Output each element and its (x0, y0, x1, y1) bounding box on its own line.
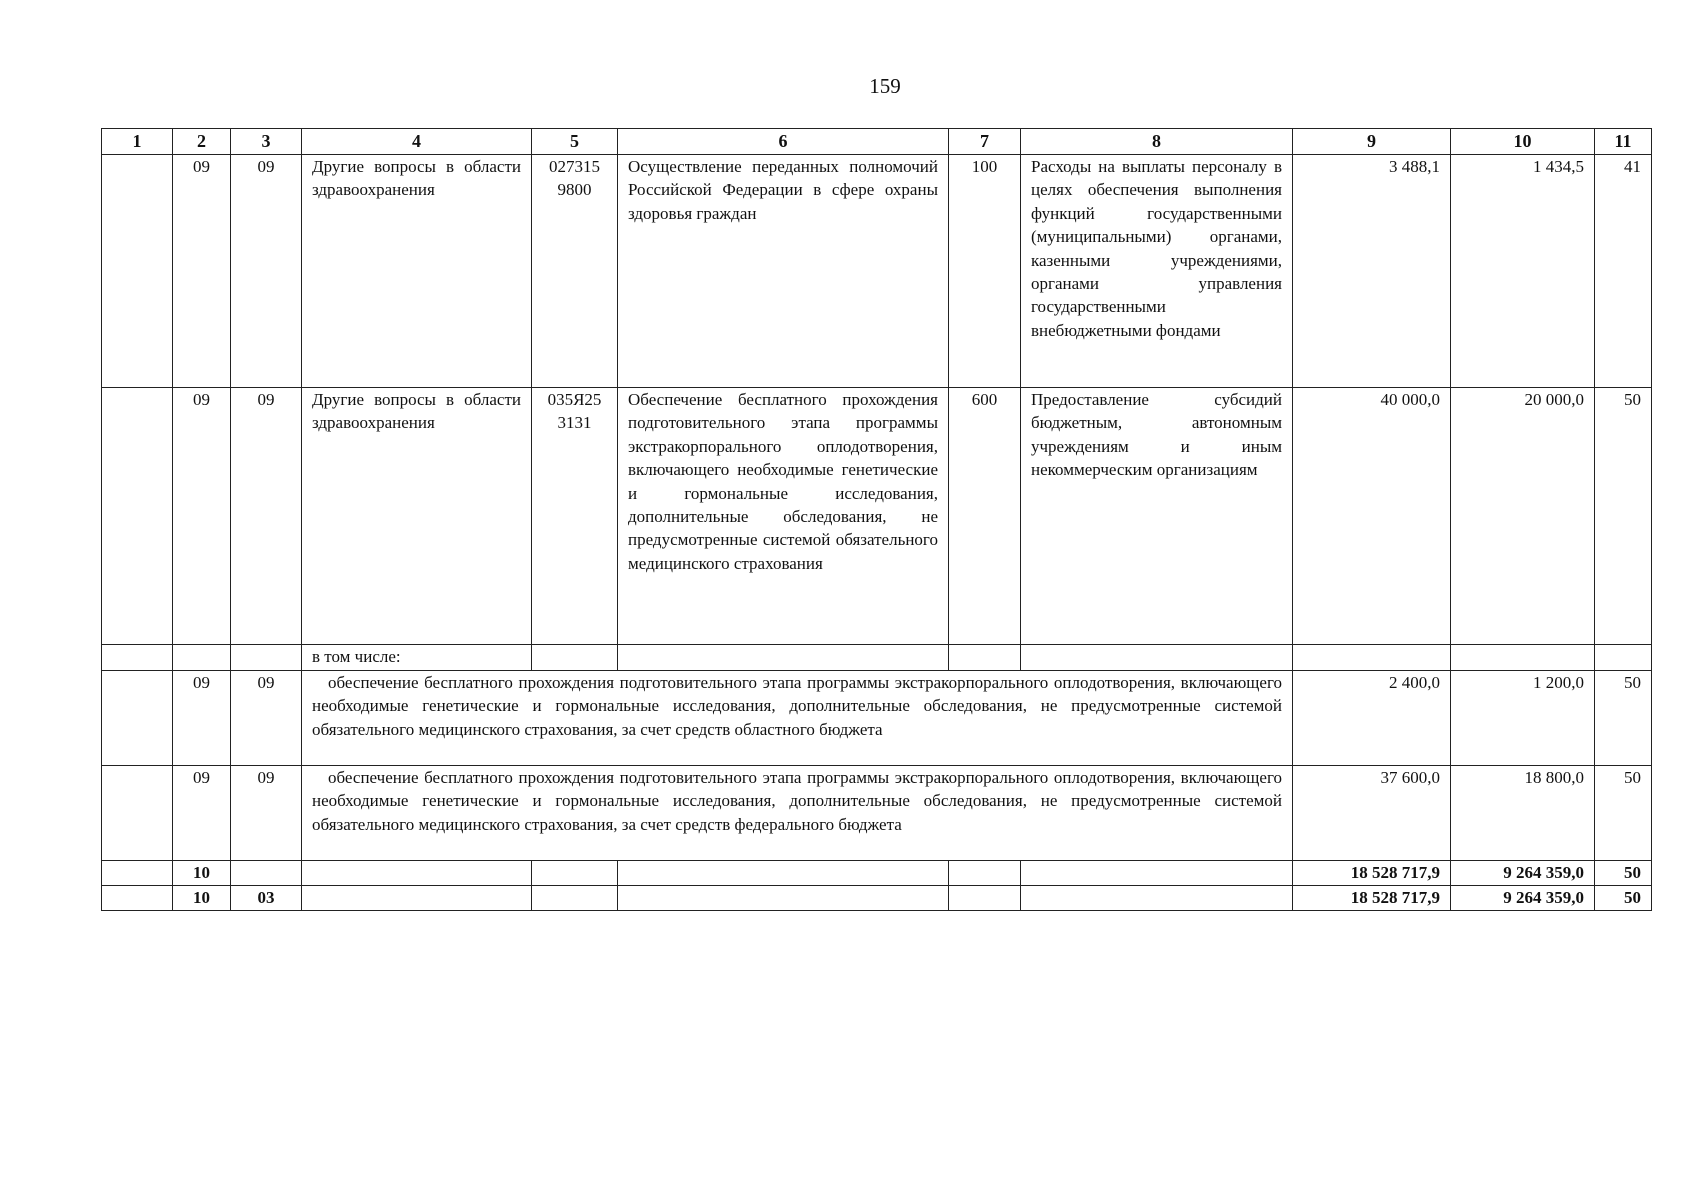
target-article-name: Обеспечение бесплатного прохождения подготовительного этапа программы экстракорпорального оплодотворения, включающего необходимые генетические и гормональные исследования, дополнительные обследования, не предусмотренные системой обязательного медицинского страхования (618, 388, 949, 645)
subsection-code: 09 (231, 155, 302, 388)
actual-value: 9 264 359,0 (1451, 861, 1595, 886)
section-code: 10 (173, 861, 231, 886)
header-cell-1: 1 (102, 129, 173, 155)
subsection-code: 03 (231, 886, 302, 911)
cell-blank (1021, 861, 1293, 886)
cell-blank (102, 766, 173, 861)
expense-type-name: Расходы на выплаты персоналу в целях обеспечения выполнения функций государственными (муниципальными) органами, казенными учреждениями, органами управления государственными внебюджетными фондами (1021, 155, 1293, 388)
cell-blank (1293, 645, 1451, 671)
sub-row (102, 766, 1652, 861)
cell-blank (102, 671, 173, 766)
plan-value: 40 000,0 (1293, 388, 1451, 645)
percent-value: 50 (1595, 861, 1652, 886)
header-row (102, 129, 1652, 155)
cell-blank (949, 645, 1021, 671)
cell-blank (102, 155, 173, 388)
cell-blank (1021, 886, 1293, 911)
cell-blank (1451, 645, 1595, 671)
actual-value: 9 264 359,0 (1451, 886, 1595, 911)
cell-blank (102, 388, 173, 645)
header-cell-2: 2 (173, 129, 231, 155)
subsection-code (231, 861, 302, 886)
header-cell-9: 9 (1293, 129, 1451, 155)
page-number: 159 (869, 74, 901, 98)
section-name: Другие вопросы в области здравоохранения (302, 388, 532, 645)
cell-blank (302, 886, 532, 911)
header-cell-11: 11 (1595, 129, 1652, 155)
plan-value: 18 528 717,9 (1293, 861, 1451, 886)
including-label: в том числе: (302, 645, 532, 671)
percent-value: 50 (1595, 766, 1652, 861)
percent-value: 50 (1595, 886, 1652, 911)
percent-value: 50 (1595, 671, 1652, 766)
section-code: 10 (173, 886, 231, 911)
section-code: 09 (173, 671, 231, 766)
sub-row (102, 671, 1652, 766)
target-article-name: Осуществление переданных полномочий Российской Федерации в сфере охраны здоровья граждан (618, 155, 949, 388)
percent-value: 41 (1595, 155, 1652, 388)
actual-value: 1 200,0 (1451, 671, 1595, 766)
cell-blank (302, 861, 532, 886)
header-cell-4: 4 (302, 129, 532, 155)
subsection-code: 09 (231, 766, 302, 861)
subsection-code: 09 (231, 388, 302, 645)
cell-blank (532, 861, 618, 886)
subsection-code: 09 (231, 671, 302, 766)
table-row (102, 155, 1652, 388)
section-code: 09 (173, 766, 231, 861)
cell-blank (173, 645, 231, 671)
cell-blank (231, 645, 302, 671)
header-cell-3: 3 (231, 129, 302, 155)
header-cell-8: 8 (1021, 129, 1293, 155)
cell-blank (949, 886, 1021, 911)
total-row (102, 861, 1652, 886)
sub-row-description: обеспечение бесплатного прохождения подготовительного этапа программы экстракорпорального оплодотворения, включающего необходимые генетические и гормональные исследования, дополнительные обследования, не предусмотренные системой обязательного медицинского страхования, за счет средств федерального бюджета (302, 766, 1293, 861)
plan-value: 2 400,0 (1293, 671, 1451, 766)
header-cell-10: 10 (1451, 129, 1595, 155)
percent-value: 50 (1595, 388, 1652, 645)
actual-value: 18 800,0 (1451, 766, 1595, 861)
header-cell-5: 5 (532, 129, 618, 155)
target-article-code: 035Я25 3131 (532, 388, 618, 645)
sub-row-description: обеспечение бесплатного прохождения подготовительного этапа программы экстракорпорального оплодотворения, включающего необходимые генетические и гормональные исследования, дополнительные обследования, не предусмотренные системой обязательного медицинского страхования, за счет средств областного бюджета (302, 671, 1293, 766)
cell-blank (949, 861, 1021, 886)
table-row (102, 388, 1652, 645)
cell-blank (532, 886, 618, 911)
expense-type-name: Предоставление субсидий бюджетным, автономным учреждениям и иным некоммерческим организациям (1021, 388, 1293, 645)
cell-blank (618, 645, 949, 671)
cell-blank (532, 645, 618, 671)
cell-blank (618, 861, 949, 886)
plan-value: 37 600,0 (1293, 766, 1451, 861)
cell-blank (102, 645, 173, 671)
expense-type-code: 100 (949, 155, 1021, 388)
including-row (102, 645, 1652, 671)
total-row (102, 886, 1652, 911)
expense-type-code: 600 (949, 388, 1021, 645)
cell-blank (102, 886, 173, 911)
header-cell-6: 6 (618, 129, 949, 155)
section-name: Другие вопросы в области здравоохранения (302, 155, 532, 388)
header-cell-7: 7 (949, 129, 1021, 155)
cell-blank (618, 886, 949, 911)
actual-value: 1 434,5 (1451, 155, 1595, 388)
plan-value: 3 488,1 (1293, 155, 1451, 388)
target-article-code: 027315 9800 (532, 155, 618, 388)
section-code: 09 (173, 388, 231, 645)
cell-blank (1021, 645, 1293, 671)
cell-blank (1595, 645, 1652, 671)
cell-blank (102, 861, 173, 886)
actual-value: 20 000,0 (1451, 388, 1595, 645)
plan-value: 18 528 717,9 (1293, 886, 1451, 911)
budget-table (101, 128, 1652, 911)
section-code: 09 (173, 155, 231, 388)
